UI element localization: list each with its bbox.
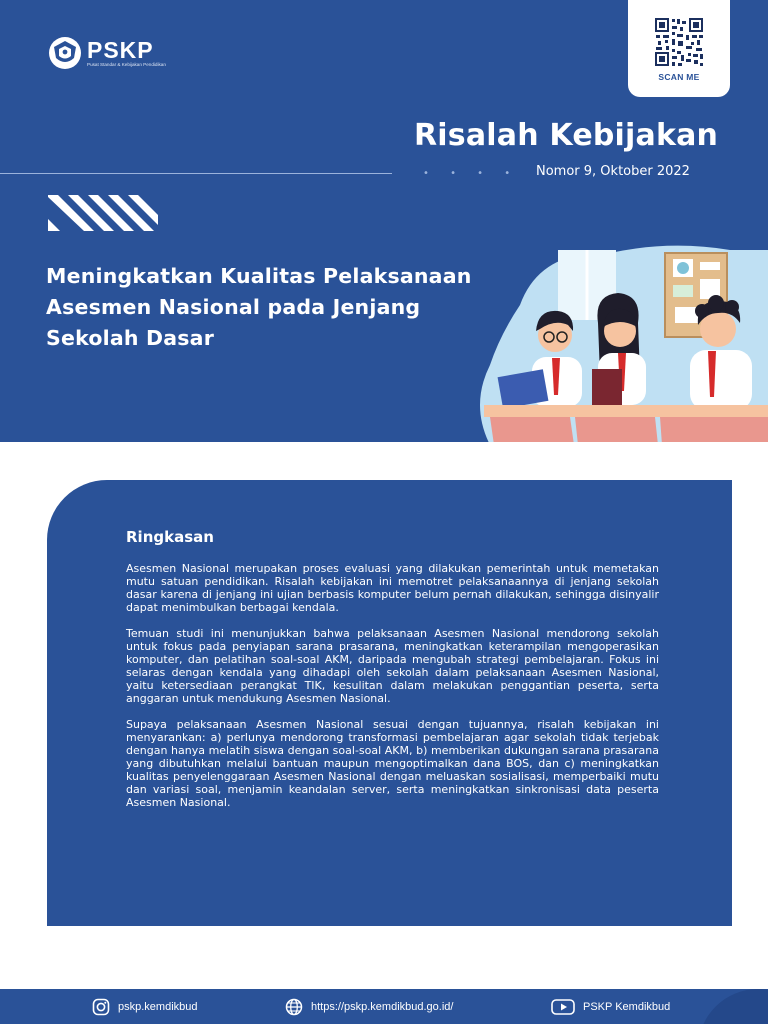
divider-dots: • • • • xyxy=(423,168,520,179)
pskp-logo[interactable] xyxy=(48,36,166,70)
youtube-icon xyxy=(551,998,575,1016)
stripes-decoration xyxy=(48,195,158,233)
footer xyxy=(0,989,768,1024)
summary-paragraph: Temuan studi ini menunjukkan bahwa pelaksanaan Asesmen Nasional mendorong sekolah untuk fokus pada penyiapan sarana prasarana, meningkatkan keterampilan mengoperasikan komputer, dan pelatihan soal-soal AKM, daripada mengubah strategi pembelajaran. Fokus ini selaras dengan kendala yang dihadapi oleh sekolah dalam pelaksanaan Asesmen Nasional, yaitu ketersediaan perangkat TIK, kesulitan dalam melakukan penggantian peserta, serta anggaran untuk mendukung Asesmen Nasional. xyxy=(126,627,659,705)
document-type: Risalah Kebijakan xyxy=(414,118,719,153)
globe-icon xyxy=(285,998,303,1016)
summary-heading: Ringkasan xyxy=(126,528,214,546)
summary-paragraph: Supaya pelaksanaan Asesmen Nasional sesuai dengan tujuannya, risalah kebijakan ini menyarankan: a) perlunya mendorong transformasi pembelajaran agar sekolah tidak terjebak dengan hanya melatih siswa dengan soal-soal AKM, b) memberikan dukungan sarana prasarana yang dibutuhkan melalui bantuan maupun mengoptimalkan dana BOS, dan c) meningkatkan kualitas penyelenggaraan Asesmen Nasional dengan meluaskan sosialisasi, memperbaiki mutu dan variasi soal, menjamin keandalan server, serta meningkatkan sinkronisasi data peserta Asesmen Nasional. xyxy=(126,718,659,809)
title-line: Asesmen Nasional pada Jenjang xyxy=(46,295,421,319)
qr-label: SCAN ME xyxy=(658,72,700,82)
title-line: Meningkatkan Kualitas Pelaksanaan xyxy=(46,264,472,288)
issue-number: Nomor 9, Oktober 2022 xyxy=(536,164,690,179)
qr-code-icon xyxy=(655,18,703,66)
logo-subtitle: Pusat Standar & Kebijakan Pendidikan xyxy=(87,62,166,67)
footer-decoration xyxy=(698,989,768,1024)
emblem-icon xyxy=(48,36,82,70)
instagram-icon xyxy=(92,998,110,1016)
instagram-handle: pskp.kemdikbud xyxy=(118,1001,198,1013)
document-title xyxy=(46,261,526,354)
summary-card xyxy=(47,480,732,926)
instagram-link[interactable] xyxy=(92,998,198,1016)
logo-name: PSKP xyxy=(87,37,154,63)
youtube-channel: PSKP Kemdikbud xyxy=(583,1001,671,1013)
title-line: Sekolah Dasar xyxy=(46,326,215,350)
website-link[interactable] xyxy=(285,998,453,1016)
youtube-link[interactable] xyxy=(551,998,670,1016)
cover-header xyxy=(0,0,768,442)
summary-paragraph: Asesmen Nasional merupakan proses evaluasi yang dilakukan pemerintah untuk memetakan mutu satuan pendidikan. Risalah kebijakan ini memotret pelaksanaannya di jenjang sekolah dasar karena di jenjang ini ujian berbasis komputer belum pernah dilakukan, sehingga disinyalir dapat menimbulkan berbagai kendala. xyxy=(126,562,659,614)
summary-body xyxy=(126,562,659,822)
students-illustration xyxy=(470,245,768,442)
header-divider xyxy=(0,173,392,174)
qr-card[interactable] xyxy=(628,0,730,97)
website-url: https://pskp.kemdikbud.go.id/ xyxy=(311,1001,454,1013)
